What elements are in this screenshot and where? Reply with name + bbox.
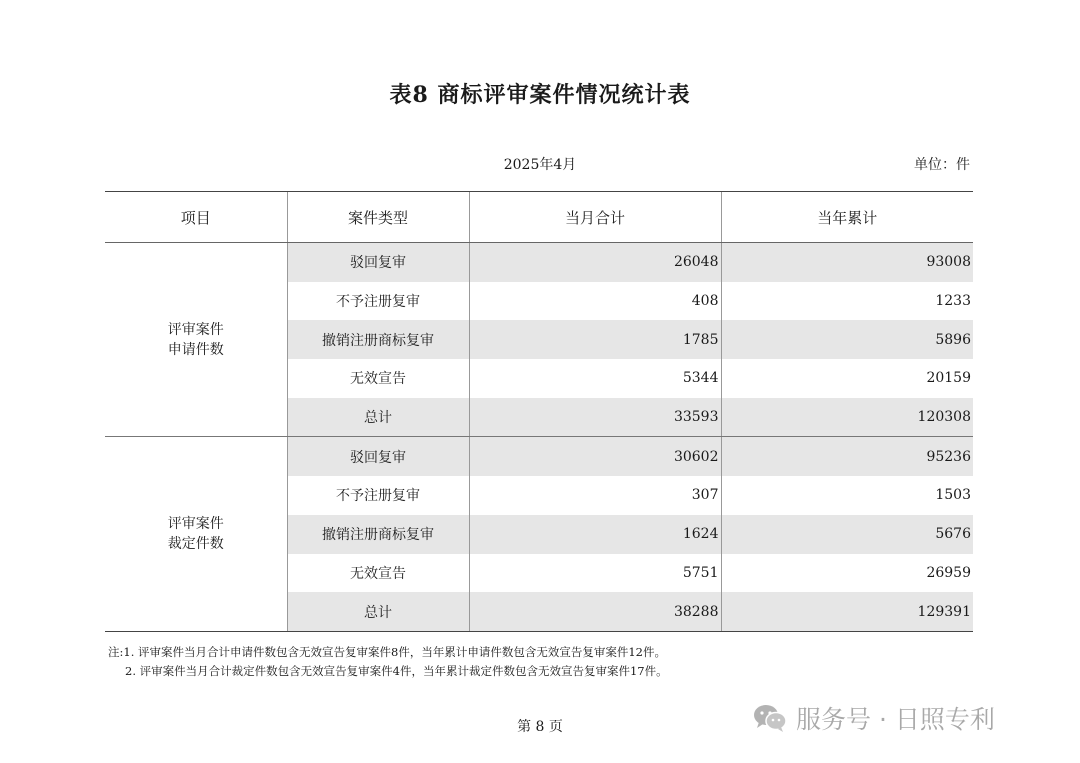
- note-line: 2. 评审案件当月合计裁定件数包含无效宣告复审案件4件，当年累计裁定件数包含无效宣告复审案件17件。: [125, 664, 668, 678]
- header-month-total: 当月合计: [469, 192, 721, 243]
- year-total-cell: 1503: [721, 476, 973, 515]
- unit-label: 单位：件: [914, 157, 970, 173]
- watermark-text: 服务号 · 日照专利: [796, 705, 995, 734]
- month-total-cell: 1785: [469, 320, 721, 359]
- group-label-rulings: [105, 437, 287, 631]
- month-total-cell: 30602: [469, 437, 721, 476]
- month-total-cell: 38288: [469, 592, 721, 631]
- wechat-icon: [752, 703, 788, 733]
- case-type-cell: 无效宣告: [287, 554, 469, 593]
- table-row: [105, 437, 973, 476]
- month-total-cell: 5751: [469, 554, 721, 593]
- year-total-cell: 120308: [721, 398, 973, 437]
- year-total-cell: 1233: [721, 282, 973, 321]
- case-type-cell: 总计: [287, 592, 469, 631]
- group-label-line: 裁定件数: [167, 536, 224, 553]
- note-line: 注:1. 评审案件当月合计申请件数包含无效宣告复审案件8件，当年累计申请件数包含无效宣告复审案件12件。: [108, 645, 666, 659]
- year-total-cell: 95236: [721, 437, 973, 476]
- table-title: 表8 商标评审案件情况统计表: [389, 82, 691, 108]
- year-total-cell: 20159: [721, 359, 973, 398]
- table-header-row: [105, 192, 973, 243]
- year-total-cell: 26959: [721, 554, 973, 593]
- header-case-type: 案件类型: [287, 192, 469, 243]
- month-total-cell: 408: [469, 282, 721, 321]
- trademark-review-table: [105, 191, 973, 632]
- group-label-line: 评审案件: [167, 321, 224, 338]
- group-label-applications: [105, 243, 287, 437]
- case-type-cell: 驳回复审: [287, 437, 469, 476]
- case-type-cell: 无效宣告: [287, 359, 469, 398]
- year-total-cell: 129391: [721, 592, 973, 631]
- case-type-cell: 总计: [287, 398, 469, 437]
- case-type-cell: 不予注册复审: [287, 476, 469, 515]
- table-notes: [108, 643, 668, 681]
- page-number: 第 8 页: [517, 719, 563, 735]
- month-total-cell: 307: [469, 476, 721, 515]
- report-date: 2025年4月: [503, 157, 577, 173]
- case-type-cell: 撤销注册商标复审: [287, 320, 469, 359]
- case-type-cell: 撤销注册商标复审: [287, 515, 469, 554]
- month-total-cell: 1624: [469, 515, 721, 554]
- year-total-cell: 5676: [721, 515, 973, 554]
- header-item: 项目: [105, 192, 287, 243]
- month-total-cell: 33593: [469, 398, 721, 437]
- month-total-cell: 26048: [469, 243, 721, 282]
- header-year-total: 当年累计: [721, 192, 973, 243]
- month-total-cell: 5344: [469, 359, 721, 398]
- group-label-line: 评审案件: [167, 516, 224, 533]
- watermark: [752, 700, 995, 736]
- case-type-cell: 驳回复审: [287, 243, 469, 282]
- group-label-line: 申请件数: [167, 341, 224, 358]
- year-total-cell: 93008: [721, 243, 973, 282]
- case-type-cell: 不予注册复审: [287, 282, 469, 321]
- table-row: [105, 243, 973, 282]
- year-total-cell: 5896: [721, 320, 973, 359]
